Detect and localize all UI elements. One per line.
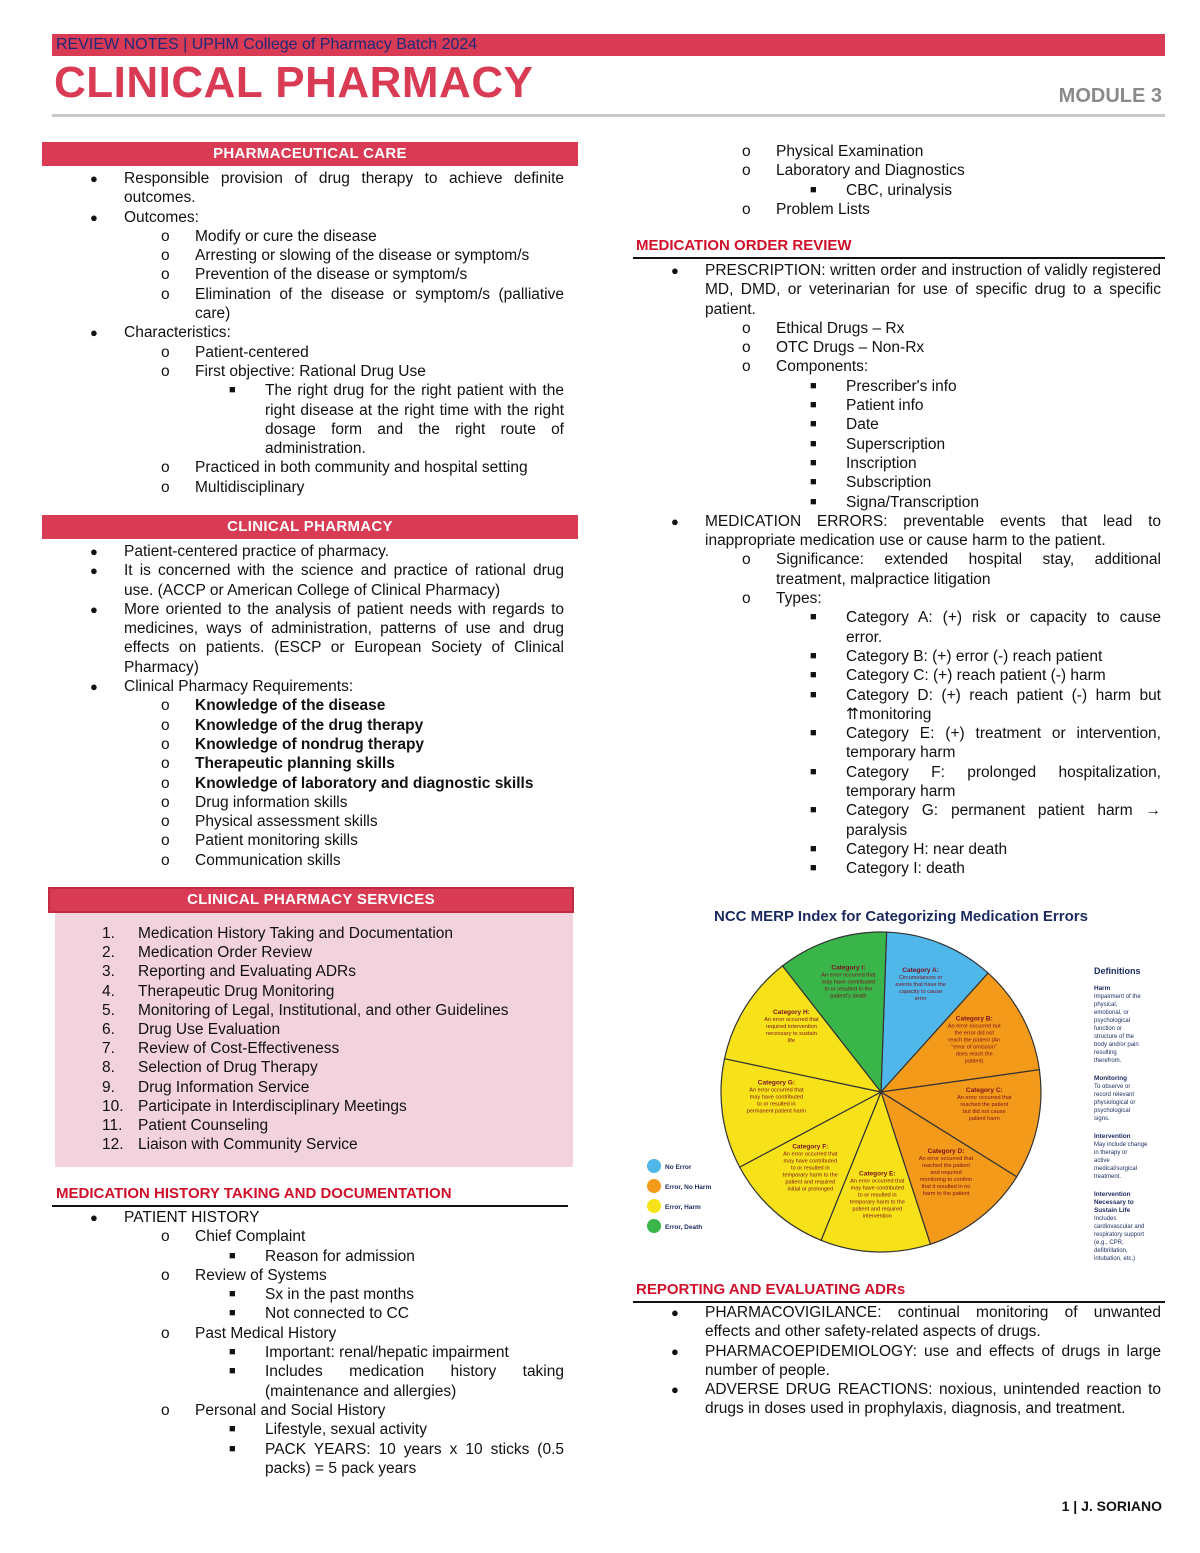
slice-label: Category F: An error occurred that may have contributed to or resulted in temporary harm to the patient and required initial or prolonged	[782, 1143, 838, 1193]
clinical-pharmacy-list	[52, 542, 564, 870]
circle-bullet-icon: o	[742, 319, 751, 337]
list-number: 7.	[102, 1040, 115, 1058]
medication-order-review-list	[633, 261, 1161, 879]
list-item: ■ Sx in the past months	[229, 1286, 415, 1304]
square-bullet-icon: ■	[229, 1307, 236, 1320]
circle-bullet-icon: o	[742, 143, 751, 160]
section-header-medication-order-review: MEDICATION ORDER REVIEW	[636, 237, 852, 254]
square-bullet-icon: ■	[810, 379, 817, 392]
list-item: o Prevention of the disease or symptom/s	[161, 266, 468, 284]
slice-label: Category B: An error occurred but the error did not reach the patient (An "error of omission" does reach the patient)	[947, 1015, 1001, 1065]
square-bullet-icon: ■	[229, 1423, 236, 1436]
square-bullet-icon: ■	[229, 1442, 236, 1455]
definition-entry: Harm Impairment of the physical, emotional, or psychological function or structure of the body and/or pain resulting therefrom.	[1094, 985, 1141, 1064]
list-item: ● PHARMACOVIGILANCE: continual monitoring of unwanted effects and other safety-related aspects of drugs.	[671, 1304, 1161, 1341]
circle-bullet-icon: o	[742, 590, 751, 608]
square-bullet-icon: ■	[810, 804, 817, 817]
slice-label: Category G: An error occurred that may have contributed to or resulted in permanent patient harm	[746, 1079, 807, 1115]
slice-label: Category D: An error occurred that reached the patient and required monitoring to confirm that it resulted in no harm to the patient	[918, 1148, 974, 1198]
square-bullet-icon: ■	[810, 399, 817, 412]
list-item: o Drug information skills	[161, 793, 348, 811]
list-item: ● ADVERSE DRUG REACTIONS: noxious, unintended reaction to drugs in doses used in prophylaxis, diagnosis, and treatment.	[671, 1381, 1161, 1418]
list-item: ● PHARMACOEPIDEMIOLOGY: use and effects of drugs in large number of people.	[671, 1342, 1161, 1379]
list-item: 6. Drug Use Evaluation	[102, 1021, 281, 1039]
medication-history-continued-list	[633, 142, 1161, 219]
list-item: o Knowledge of laboratory and diagnostic skills	[161, 774, 534, 792]
list-item: o Elimination of the disease or symptom/s (palliative care)	[161, 285, 564, 323]
legend-label: Error, No Harm	[665, 1184, 712, 1191]
list-item: ■ Reason for admission	[229, 1247, 415, 1265]
list-number: 10.	[102, 1097, 124, 1115]
list-item: ■ Category G: permanent patient harm → paralysis	[810, 802, 1161, 839]
list-item: o Problem Lists	[742, 200, 870, 218]
list-number: 2.	[102, 944, 115, 962]
list-item: o Types:	[742, 590, 822, 608]
list-item: o Knowledge of the drug therapy	[161, 716, 424, 734]
circle-bullet-icon: o	[742, 339, 751, 357]
bullet-icon: ●	[90, 325, 98, 341]
circle-bullet-icon: o	[161, 227, 170, 245]
list-number: 6.	[102, 1021, 115, 1039]
list-item: ■ Category A: (+) risk or capacity to cause error.	[810, 609, 1161, 646]
list-item: o Patient monitoring skills	[161, 832, 358, 850]
legend-label: No Error	[665, 1164, 692, 1171]
circle-bullet-icon: o	[161, 851, 170, 869]
list-item: 2. Medication Order Review	[102, 944, 313, 962]
definition-entry: Monitoring To observe or record relevant physiological or psychological signs.	[1094, 1075, 1136, 1122]
services-list	[58, 924, 563, 1154]
list-item: o Communication skills	[161, 851, 341, 869]
square-bullet-icon: ■	[810, 495, 817, 508]
list-number: 4.	[102, 982, 115, 1000]
slice-label: Category E: An error occurred that may have contributed to or resulted in temporary harm to the patient and required intervention	[849, 1170, 905, 1220]
list-item: 11. Patient Counseling	[102, 1117, 269, 1135]
page-title: CLINICAL PHARMACY	[54, 58, 534, 107]
definition-entry: Intervention May include change in therapy or active medical/surgical treatment.	[1094, 1133, 1148, 1180]
circle-bullet-icon: o	[742, 358, 751, 376]
pharmaceutical-care-list	[52, 169, 564, 497]
section-header-medication-history: MEDICATION HISTORY TAKING AND DOCUMENTATION	[56, 1185, 452, 1202]
section-divider	[633, 257, 1165, 259]
bullet-icon: ●	[671, 1382, 679, 1398]
list-item: o Review of Systems	[161, 1266, 327, 1284]
list-item: 1. Medication History Taking and Documentation	[102, 925, 454, 942]
list-item: ■ Category H: near death	[810, 840, 1008, 858]
square-bullet-icon: ■	[810, 688, 817, 701]
circle-bullet-icon: o	[161, 1324, 170, 1342]
slice-label: Category C: An error occurred that reached the patient but did not cause patient harm	[957, 1087, 1012, 1122]
list-item: ● PRESCRIPTION: written order and instruction of validly registered MD, DMD, or veterinarian for use of specific drug to a specific patient.	[671, 262, 1161, 318]
list-item: 12. Liaison with Community Service	[102, 1136, 358, 1154]
bullet-icon: ●	[90, 679, 98, 695]
list-item: o Personal and Social History	[161, 1401, 386, 1419]
list-item: ■ The right drug for the right patient with the right disease at the right time with the right dosage form and the right route of administration.	[229, 382, 564, 458]
list-number: 5.	[102, 1001, 115, 1019]
definitions-title: Definitions	[1094, 966, 1141, 976]
list-item: ● PATIENT HISTORY	[90, 1209, 260, 1226]
circle-bullet-icon: o	[742, 200, 751, 218]
circle-bullet-icon: o	[161, 362, 170, 380]
list-item: ■ Subscription	[810, 474, 932, 492]
list-item: o Practiced in both community and hospital setting	[161, 459, 528, 477]
circle-bullet-icon: o	[161, 1266, 170, 1284]
list-item: ■ Category C: (+) reach patient (-) harm	[810, 667, 1106, 685]
circle-bullet-icon: o	[161, 478, 170, 496]
list-item: o Modify or cure the disease	[161, 227, 377, 245]
list-item: ● Patient-centered practice of pharmacy.	[90, 543, 390, 560]
list-item: o Therapeutic planning skills	[161, 755, 395, 773]
circle-bullet-icon: o	[161, 716, 170, 734]
bullet-icon: ●	[671, 263, 679, 278]
list-item: 8. Selection of Drug Therapy	[102, 1059, 318, 1077]
square-bullet-icon: ■	[810, 183, 817, 196]
list-item: ● Responsible provision of drug therapy to achieve definite outcomes.	[90, 170, 564, 207]
bullet-icon: ●	[90, 544, 98, 559]
circle-bullet-icon: o	[161, 832, 170, 850]
list-number: 1.	[102, 925, 115, 942]
slice-label: Category I: An error occurred that may have contributed to or resulted in the patient's death	[821, 964, 876, 1000]
square-bullet-icon: ■	[229, 1365, 236, 1378]
list-item: ● It is concerned with the science and practice of rational drug use. (ACCP or American College of Clinical Pharmacy)	[90, 562, 564, 599]
circle-bullet-icon: o	[161, 343, 170, 361]
module-label: MODULE 3	[1058, 85, 1162, 107]
list-item: ■ Category B: (+) error (-) reach patient	[810, 647, 1103, 665]
list-item: ■ Patient info	[810, 397, 924, 415]
circle-bullet-icon: o	[161, 1401, 170, 1419]
list-item: o Knowledge of the disease	[161, 697, 386, 715]
bullet-icon: ●	[671, 513, 679, 529]
list-item: o Arresting or slowing of the disease or symptom/s	[161, 247, 530, 265]
list-item: ● Clinical Pharmacy Requirements:	[90, 678, 354, 696]
square-bullet-icon: ■	[810, 456, 817, 469]
list-item: ■ Category F: prolonged hospitalization, temporary harm	[810, 763, 1161, 801]
list-item: 3. Reporting and Evaluating ADRs	[102, 963, 356, 981]
bullet-icon: ●	[90, 209, 98, 225]
list-number: 12.	[102, 1136, 124, 1154]
chart-title: NCC MERP Index for Categorizing Medication Errors	[714, 908, 1088, 925]
list-item: ■ Important: renal/hepatic impairment	[229, 1344, 509, 1362]
list-item: o Physical Examination	[742, 143, 924, 160]
list-number: 8.	[102, 1059, 115, 1077]
list-item: ■ Category E: (+) treatment or intervention, temporary harm	[810, 725, 1161, 762]
section-header-services: CLINICAL PHARMACY SERVICES	[48, 887, 574, 913]
list-item: ■ CBC, urinalysis	[810, 181, 952, 199]
circle-bullet-icon: o	[742, 162, 751, 180]
list-item: ■ Prescriber's info	[810, 377, 957, 395]
square-bullet-icon: ■	[810, 862, 817, 875]
legend-label: Error, Death	[665, 1224, 703, 1231]
list-item: ● More oriented to the analysis of patient needs with regards to medicines, ways of administration, patterns of use and drug effects on patients. (ESCP or European Society of Clinical Pharmacy)	[90, 600, 564, 676]
section-header-pharmaceutical-care: PHARMACEUTICAL CARE	[42, 142, 578, 166]
list-item: o Laboratory and Diagnostics	[742, 162, 965, 180]
slice-label: Category A: Circumstances or events that have the capacity to cause error	[895, 967, 946, 1003]
definition-entry: Intervention Necessary to Sustain Life Includes cardiovascular and respiratory support (e.g., CPR, defibrillation, intubation, etc.)	[1094, 1191, 1145, 1262]
square-bullet-icon: ■	[810, 476, 817, 489]
list-item: ■ Not connected to CC	[229, 1305, 409, 1323]
circle-bullet-icon: o	[161, 1228, 170, 1246]
list-item: ■ Inscription	[810, 454, 917, 472]
list-item: o Patient-centered	[161, 343, 309, 361]
list-item: o Knowledge of nondrug therapy	[161, 735, 425, 753]
circle-bullet-icon: o	[161, 247, 170, 265]
list-item: ● MEDICATION ERRORS: preventable events that lead to inappropriate medication use or cause harm to the patient.	[671, 512, 1161, 550]
list-item: o OTC Drugs – Non-Rx	[742, 339, 925, 357]
circle-bullet-icon: o	[161, 774, 170, 792]
square-bullet-icon: ■	[810, 611, 817, 624]
adr-list	[633, 1303, 1161, 1419]
list-item: 9. Drug Information Service	[102, 1078, 310, 1096]
circle-bullet-icon: o	[161, 697, 170, 715]
square-bullet-icon: ■	[229, 1288, 236, 1301]
square-bullet-icon: ■	[810, 649, 817, 662]
section-header-clinical-pharmacy: CLINICAL PHARMACY	[42, 515, 578, 539]
bullet-icon: ●	[671, 1343, 679, 1359]
list-item: ■ Signa/Transcription	[810, 493, 979, 511]
list-item: 4. Therapeutic Drug Monitoring	[102, 982, 335, 1000]
list-item: o Multidisciplinary	[161, 478, 305, 496]
list-number: 3.	[102, 963, 115, 981]
bullet-icon: ●	[90, 1210, 98, 1225]
square-bullet-icon: ■	[810, 727, 817, 740]
banner-text: REVIEW NOTES | UPHM College of Pharmacy Batch 2024	[56, 36, 478, 53]
list-item: o First objective: Rational Drug Use	[161, 362, 426, 380]
list-item: ■ Category D: (+) reach patient (-) harm but ⇈monitoring	[810, 686, 1161, 723]
ncc-merp-pie-chart	[612, 898, 1172, 1262]
list-item: 10. Participate in Interdisciplinary Meetings	[102, 1097, 407, 1115]
bullet-icon: ●	[90, 171, 98, 186]
list-number: 9.	[102, 1078, 115, 1096]
list-item: o Significance: extended hospital stay, additional treatment, malpractice litigation	[742, 551, 1161, 588]
circle-bullet-icon: o	[161, 266, 170, 284]
slice-label: Category H: An error occurred that required intervention necessary to sustain life	[764, 1009, 819, 1044]
list-item: ● Characteristics:	[90, 324, 231, 342]
legend-swatch	[647, 1179, 661, 1193]
circle-bullet-icon: o	[161, 459, 170, 477]
circle-bullet-icon: o	[161, 735, 170, 753]
list-item: ■ Superscription	[810, 435, 946, 453]
circle-bullet-icon: o	[161, 285, 170, 303]
list-item: 7. Review of Cost-Effectiveness	[102, 1040, 340, 1058]
bullet-icon: ●	[90, 601, 98, 617]
list-item: o Physical assessment skills	[161, 813, 378, 831]
square-bullet-icon: ■	[810, 765, 817, 778]
list-item: ■ Lifestyle, sexual activity	[229, 1421, 427, 1439]
title-divider	[52, 114, 1165, 117]
page-footer: 1 | J. SORIANO	[1061, 1498, 1162, 1514]
list-item: o Past Medical History	[161, 1324, 337, 1342]
circle-bullet-icon: o	[161, 813, 170, 831]
section-divider	[52, 1205, 568, 1207]
list-item: ■ Category I: death	[810, 860, 965, 878]
list-item: o Ethical Drugs – Rx	[742, 319, 905, 337]
legend-swatch	[647, 1199, 661, 1213]
bullet-icon: ●	[90, 563, 98, 579]
section-header-adr: REPORTING AND EVALUATING ADRs	[636, 1281, 906, 1298]
square-bullet-icon: ■	[810, 437, 817, 450]
medication-history-list	[52, 1208, 564, 1478]
circle-bullet-icon: o	[161, 755, 170, 773]
list-item: ■ PACK YEARS: 10 years x 10 sticks (0.5 packs) = 5 pack years	[229, 1440, 564, 1477]
square-bullet-icon: ■	[229, 384, 236, 397]
bullet-icon: ●	[671, 1305, 679, 1320]
list-item: o Chief Complaint	[161, 1228, 306, 1246]
list-item: ■ Includes medication history taking (maintenance and allergies)	[229, 1363, 564, 1400]
square-bullet-icon: ■	[810, 669, 817, 682]
square-bullet-icon: ■	[229, 1346, 236, 1359]
legend-swatch	[647, 1159, 661, 1173]
square-bullet-icon: ■	[810, 418, 817, 431]
list-item: ■ Date	[810, 416, 879, 434]
list-item: ● Outcomes:	[90, 208, 199, 226]
square-bullet-icon: ■	[810, 842, 817, 855]
circle-bullet-icon: o	[742, 551, 751, 569]
square-bullet-icon: ■	[229, 1249, 236, 1262]
list-number: 11.	[102, 1117, 123, 1135]
list-item: 5. Monitoring of Legal, Institutional, and other Guidelines	[102, 1001, 509, 1019]
header-banner	[52, 34, 1165, 56]
circle-bullet-icon: o	[161, 793, 170, 811]
list-item: o Components:	[742, 358, 869, 376]
legend-swatch	[647, 1219, 661, 1233]
legend-label: Error, Harm	[665, 1204, 701, 1211]
